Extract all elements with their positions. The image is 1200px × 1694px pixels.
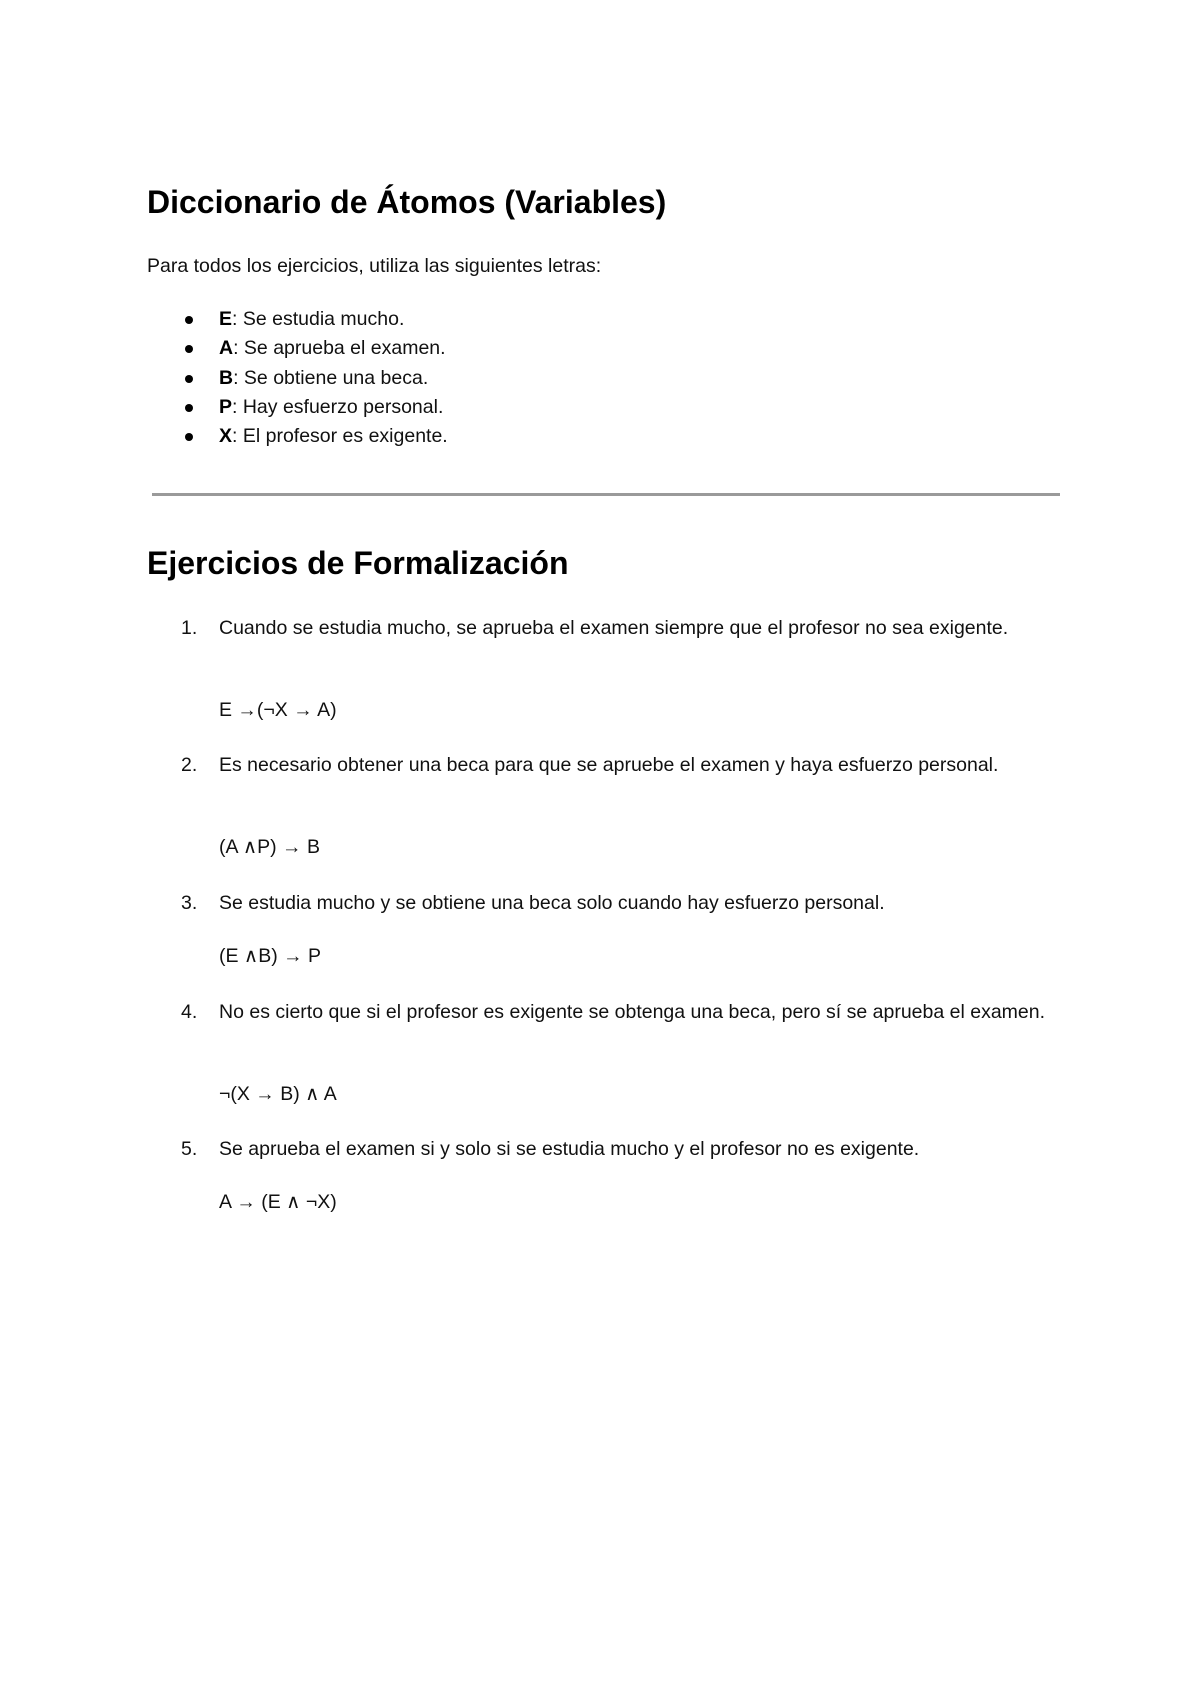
bullet-icon — [185, 404, 193, 412]
atom-description: : Se estudia mucho. — [232, 308, 405, 330]
exercise-number: 4. — [181, 1001, 198, 1023]
exercise-formula: A → (E ∧ ¬X) — [219, 1191, 337, 1213]
exercise-statement: Es necesario obtener una beca para que se apruebe el examen y haya esfuerzo personal. — [219, 754, 999, 776]
exercise-statement: No es cierto que si el profesor es exigente se obtenga una beca, pero sí se aprueba el examen. — [219, 1001, 1046, 1023]
bullet-icon — [185, 433, 193, 441]
exercise-statement: Se estudia mucho y se obtiene una beca solo cuando hay esfuerzo personal. — [219, 892, 885, 914]
exercise-formula: (E ∧B) → P — [219, 945, 322, 967]
atom-item — [147, 395, 448, 424]
atom-item — [147, 336, 448, 365]
atom-item — [147, 366, 448, 395]
exercise-formula: ¬(X → B) ∧ A — [219, 1083, 337, 1105]
atom-item — [147, 424, 448, 453]
section-title-dictionary: Diccionario de Átomos (Variables) — [147, 184, 667, 220]
atom-letter: B — [219, 366, 234, 389]
exercise-statement: Cuando se estudia mucho, se aprueba el examen siempre que el profesor no sea exigente. — [219, 617, 1009, 639]
atom-item — [147, 307, 448, 336]
atom-letter: P — [219, 395, 233, 418]
atom-description: : Se aprueba el examen. — [233, 337, 446, 360]
exercise-formula: E →(¬X → A) — [219, 699, 337, 721]
atom-letter: E — [219, 308, 233, 330]
exercise-number: 3. — [181, 892, 198, 914]
exercise-number: 2. — [181, 754, 198, 776]
exercise-number: 1. — [181, 617, 198, 639]
atom-description: : El profesor es exigente. — [232, 425, 448, 448]
exercise-statement: Se aprueba el examen si y solo si se estudia mucho y el profesor no es exigente. — [219, 1138, 920, 1160]
exercise-formula: (A ∧P) → B — [219, 836, 320, 858]
bullet-icon — [185, 316, 193, 324]
atom-letter: X — [219, 425, 233, 448]
intro-text: Para todos los ejercicios, utiliza las siguientes letras: — [147, 255, 602, 277]
bullet-icon — [185, 345, 193, 353]
atom-list — [147, 307, 448, 453]
atom-letter: A — [219, 337, 234, 360]
horizontal-divider — [152, 493, 1060, 496]
exercise-number: 5. — [181, 1138, 198, 1160]
atom-description: : Hay esfuerzo personal. — [232, 395, 444, 418]
atom-description: : Se obtiene una beca. — [233, 366, 429, 389]
section-title-exercises: Ejercicios de Formalización — [147, 545, 569, 581]
bullet-icon — [185, 375, 193, 383]
